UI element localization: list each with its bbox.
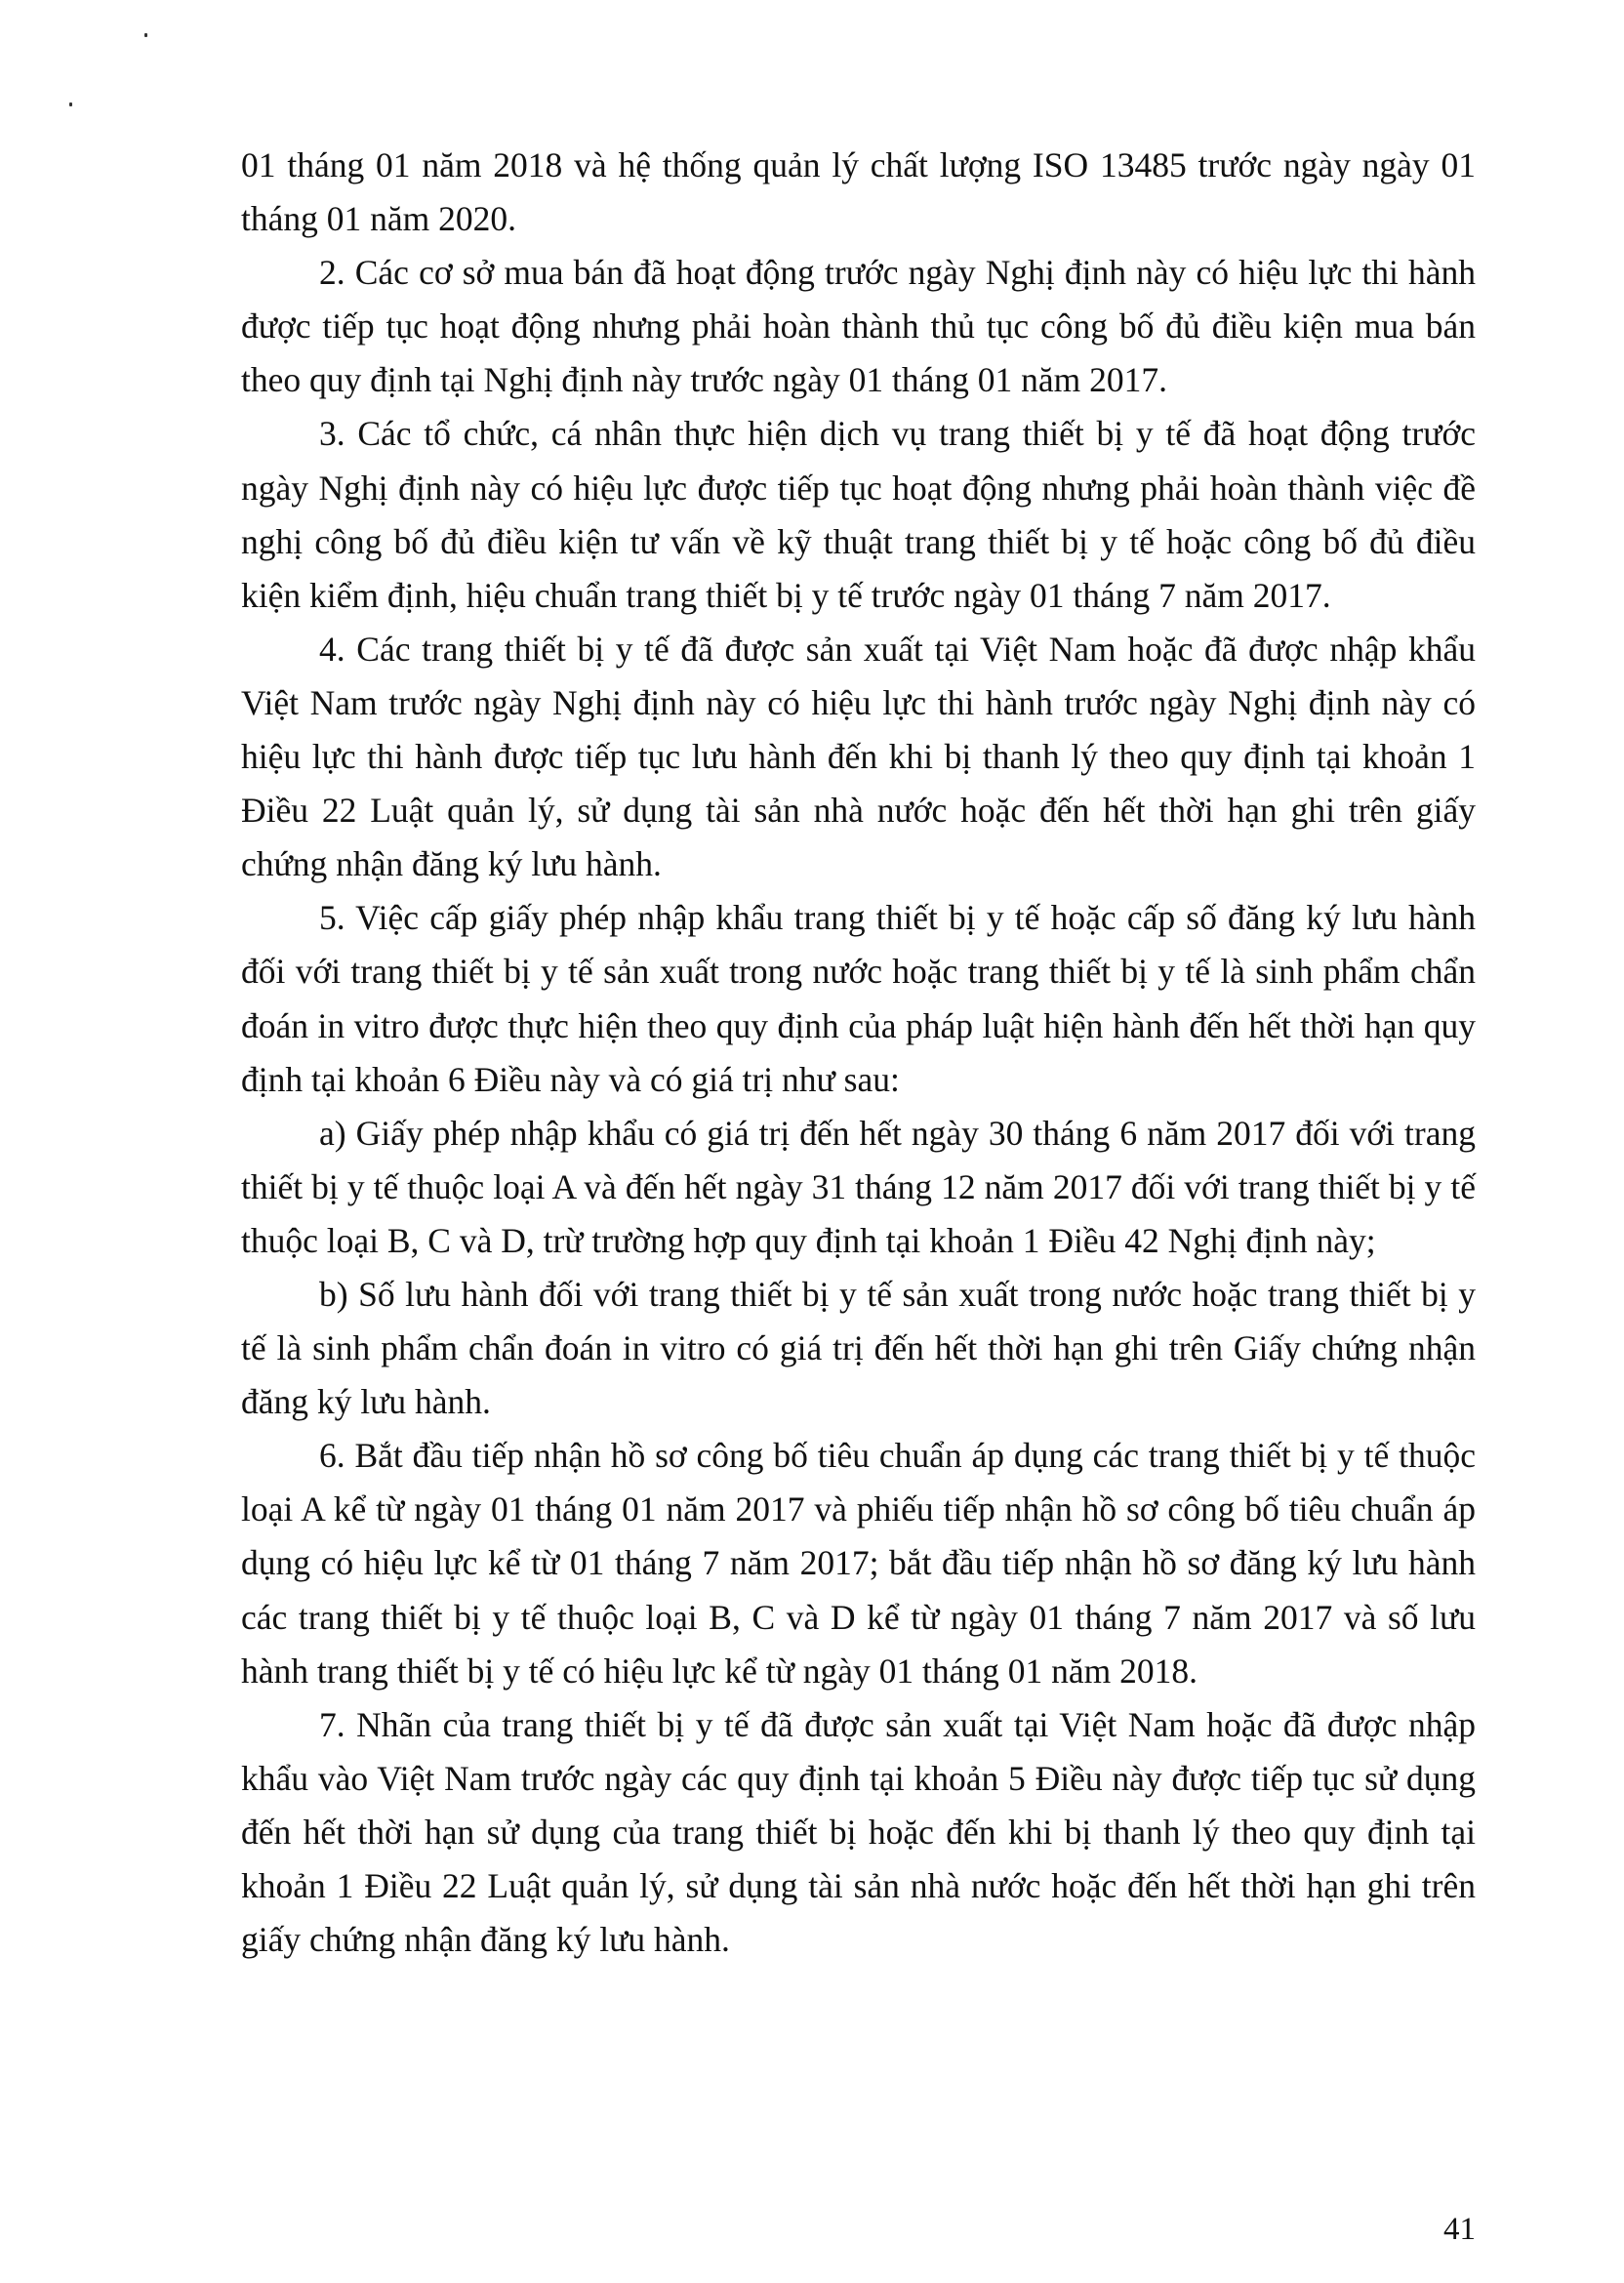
paragraph-item-6: 6. Bắt đầu tiếp nhận hồ sơ công bố tiêu chuẩn áp dụng các trang thiết bị y tế thuộc loại A kể từ ngày 01 tháng 01 năm 2017 và phiếu tiếp nhận hồ sơ công bố tiêu chuẩn áp dụng có hiệu lực kể từ 01 tháng 7 năm 2017; bắt đầu tiếp nhận hồ sơ đăng ký lưu hành các trang thiết bị y tế thuộc loại B, C và D kể từ ngày 01 tháng 7 năm 2017 và số lưu hành trang thiết bị y tế có hiệu lực kể từ ngày 01 tháng 01 năm 2018. — [241, 1436, 1476, 1691]
paragraph-item-3: 3. Các tổ chức, cá nhân thực hiện dịch vụ trang thiết bị y tế đã hoạt động trước ngày Nghị định này có hiệu lực được tiếp tục hoạt động nhưng phải hoàn thành việc đề nghị công bố đủ điều kiện tư vấn về kỹ thuật trang thiết bị y tế hoặc công bố đủ điều kiện kiểm định, hiệu chuẩn trang thiết bị y tế trước ngày 01 tháng 7 năm 2017. — [241, 414, 1476, 615]
paragraph-item-4: 4. Các trang thiết bị y tế đã được sản xuất tại Việt Nam hoặc đã được nhập khẩu Việt Nam trước ngày Nghị định này có hiệu lực thi hành trước ngày Nghị định này có hiệu lực thi hành được tiếp tục lưu hành đến khi bị thanh lý theo quy định tại khoản 1 Điều 22 Luật quản lý, sử dụng tài sản nhà nước hoặc đến hết thời hạn ghi trên giấy chứng nhận đăng ký lưu hành. — [241, 629, 1476, 884]
scan-speck — [69, 102, 72, 106]
page-number: 41 — [1443, 2212, 1476, 2247]
paragraph-continuation: 01 tháng 01 năm 2018 và hệ thống quản lý chất lượng ISO 13485 trước ngày ngày 01 tháng 01 năm 2020. — [241, 145, 1476, 239]
paragraph-item-5: 5. Việc cấp giấy phép nhập khẩu trang thiết bị y tế hoặc cấp số đăng ký lưu hành đối với trang thiết bị y tế sản xuất trong nước hoặc trang thiết bị y tế là sinh phẩm chẩn đoán in vitro được thực hiện theo quy định của pháp luật hiện hành đến hết thời hạn quy định tại khoản 6 Điều này và có giá trị như sau: — [241, 898, 1476, 1099]
paragraph-item-5b: b) Số lưu hành đối với trang thiết bị y tế sản xuất trong nước hoặc trang thiết bị y tế là sinh phẩm chẩn đoán in vitro có giá trị đến hết thời hạn ghi trên Giấy chứng nhận đăng ký lưu hành. — [241, 1274, 1476, 1422]
paragraph-item-7: 7. Nhãn của trang thiết bị y tế đã được sản xuất tại Việt Nam hoặc đã được nhập khẩu vào Việt Nam trước ngày các quy định tại khoản 5 Điều này được tiếp tục sử dụng đến hết thời hạn sử dụng của trang thiết bị hoặc đến khi bị thanh lý theo quy định tại khoản 1 Điều 22 Luật quản lý, sử dụng tài sản nhà nước hoặc đến hết thời hạn ghi trên giấy chứng nhận đăng ký lưu hành. — [241, 1704, 1476, 1960]
body-text — [241, 139, 1476, 1967]
paragraph-item-2: 2. Các cơ sở mua bán đã hoạt động trước ngày Nghị định này có hiệu lực thi hành được tiếp tục hoạt động nhưng phải hoàn thành thủ tục công bố đủ điều kiện mua bán theo quy định tại Nghị định này trước ngày 01 tháng 01 năm 2017. — [241, 253, 1476, 400]
scan-speck — [144, 33, 147, 37]
paragraph-item-5a: a) Giấy phép nhập khẩu có giá trị đến hết ngày 30 tháng 6 năm 2017 đối với trang thiết bị y tế thuộc loại A và đến hết ngày 31 tháng 12 năm 2017 đối với trang thiết bị y tế thuộc loại B, C và D, trừ trường hợp quy định tại khoản 1 Điều 42 Nghị định này; — [241, 1113, 1476, 1260]
